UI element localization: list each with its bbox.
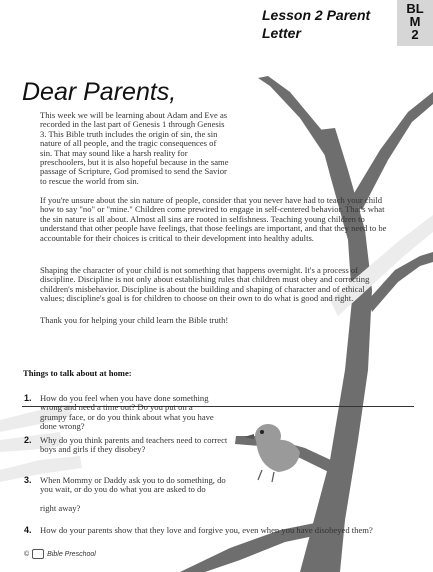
letter-paragraph-4: Thank you for helping your child learn the Bible truth!	[40, 315, 229, 325]
question-text: When Mommy or Daddy ask you to do something, do you wait, or do you do what you are asked to do	[40, 475, 226, 495]
letter-paragraph-3: Shaping the character of your child is not something that happens overnight. It's a process of discipline. Discipline is not only about establishing rules that children must obey and correcting children's misbehavior. Discipline is about the building and shaping of character and of ethical values; discipline's goal is for children to choose on their own to do what is good and right.	[40, 265, 370, 304]
question-number: 3.	[24, 475, 32, 485]
lesson-code-line2: M	[409, 14, 421, 29]
lesson-code-line1: BL	[406, 1, 424, 16]
publisher-name: Bible Preschool	[47, 550, 96, 558]
question-item	[24, 393, 220, 432]
question-text: How do your parents show that they love and forgive you, even when you have disobeyed them?	[40, 525, 373, 535]
question-number: 2.	[24, 435, 32, 445]
question-item	[24, 475, 230, 513]
things-heading: Things to talk about at home:	[23, 368, 132, 378]
question-number: 4.	[24, 525, 32, 535]
question-text: How do you feel when you have done something wrong and need a time out? Do you put on a grumpy face, or do you think about what you have done wrong?	[40, 393, 214, 432]
publisher-logo-icon	[32, 549, 44, 559]
question-text-tail: right away?	[40, 502, 81, 513]
bird-illustration	[244, 424, 300, 482]
copyright-symbol: ©	[24, 550, 30, 558]
question-item	[24, 525, 380, 535]
question-item	[24, 435, 240, 455]
greeting-heading: Dear Parents,	[22, 78, 177, 106]
lesson-title	[262, 6, 394, 42]
footer	[24, 549, 96, 559]
lesson-code-box	[397, 0, 433, 46]
letter-paragraph-1: This week we will be learning about Adam and Eve as recorded in the last part of Genesis 1 through Genesis 3. This Bible truth includes the origin of sin, the sin nature of all people, and the tragic consequences of sin. That may sound like a harsh reality for preschoolers, but it is also hopeful because in the same passage of Scripture, God promised to send the Savior to rescue the world from sin.	[40, 110, 229, 186]
lesson-title-line1: Lesson 2 Parent	[262, 7, 371, 23]
lesson-title-line2: Letter	[262, 25, 301, 41]
letter-paragraph-2: If you're unsure about the sin nature of people, consider that you never have had to teach your child how to say "no" or "mine." Children come prewired to engage in self-centered behavior. That's what the sin nature is all about. Almost all sins are rooted in selfishness. Teaching young children to understand that other people have feelings, that those feelings are important, and that they need to be accountable for their choices is critical to their development into healthy adults.	[40, 195, 387, 243]
question-text: Why do you think parents and teachers need to correct boys and girls if they disobey?	[40, 435, 228, 455]
lesson-code-line3: 2	[411, 27, 419, 42]
question-number: 1.	[24, 393, 32, 403]
